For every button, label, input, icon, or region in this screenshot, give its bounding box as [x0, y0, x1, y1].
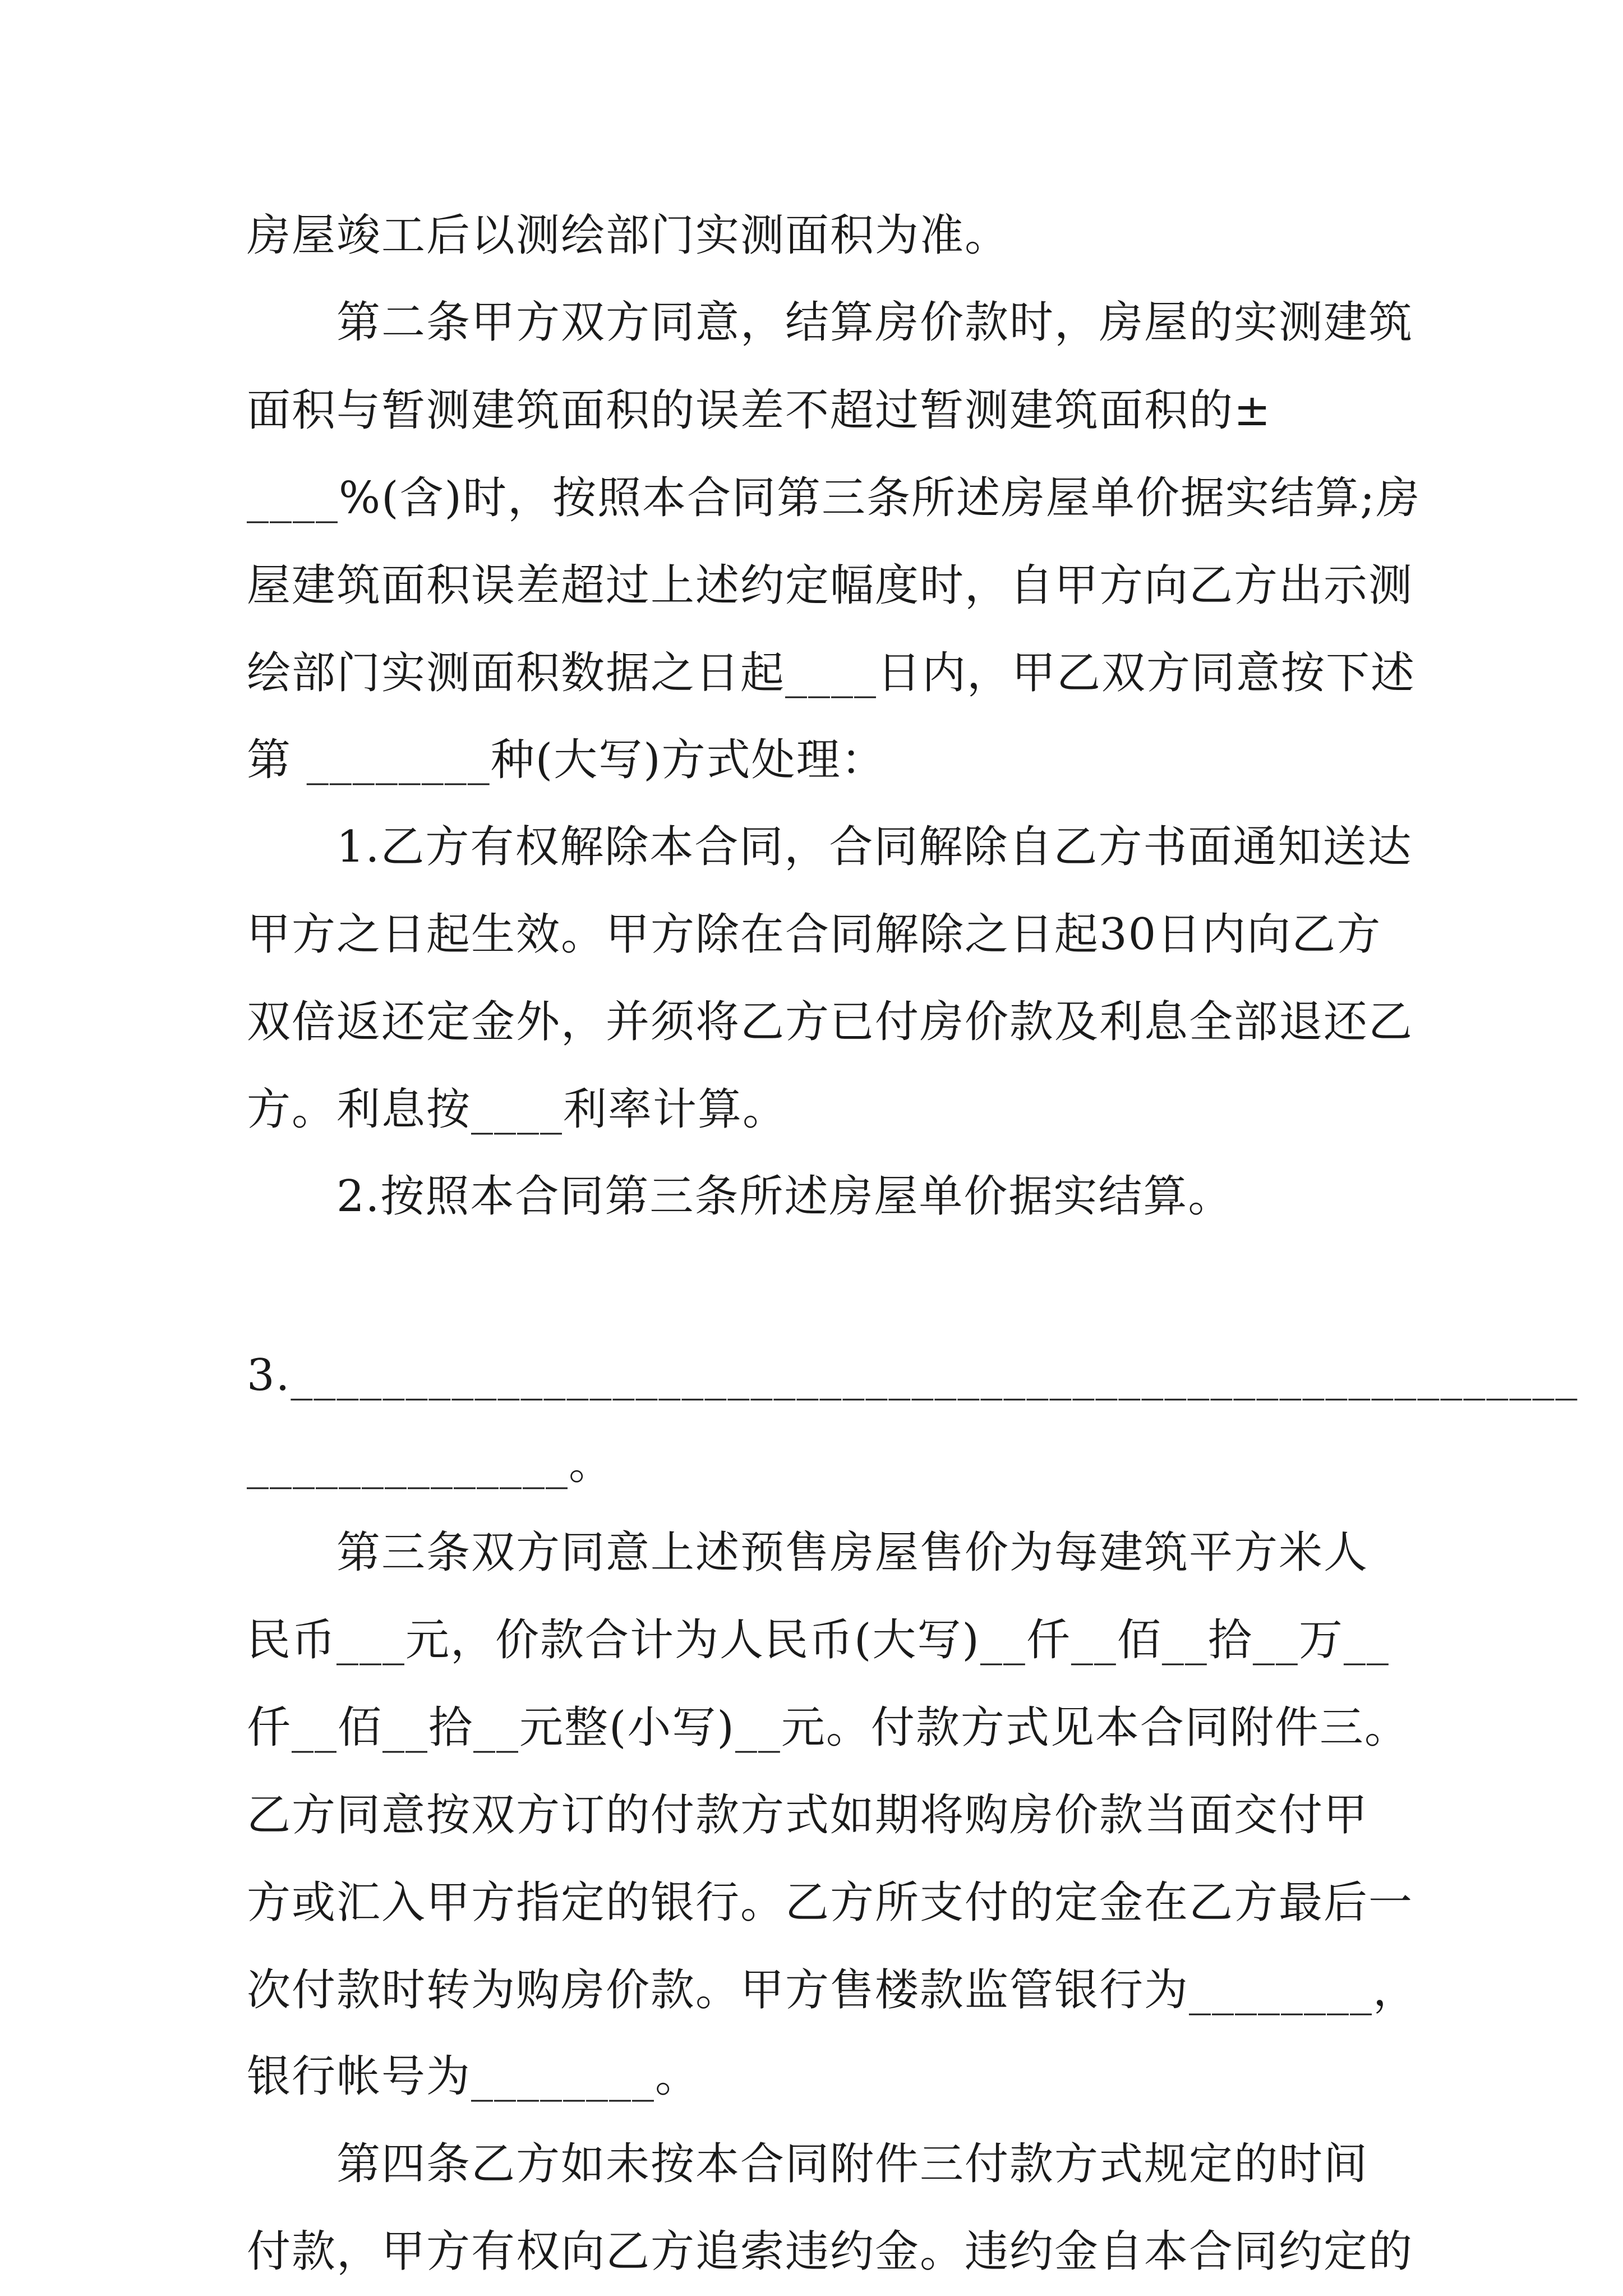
text-line: 屋建筑面积误差超过上述约定幅度时，自甲方向乙方出示测 — [247, 560, 1414, 611]
option-1-line: 1.乙方有权解除本合同，合同解除自乙方书面通知送达 — [336, 822, 1413, 872]
text-line: 面积与暂测建筑面积的误差不超过暂测建筑面积的± — [247, 385, 1272, 436]
article-2-heading-line: 第二条甲方双方同意，结算房价款时，房屋的实测建筑 — [336, 297, 1414, 348]
text-line: ______________。 — [247, 1439, 614, 1489]
text-line: 银行帐号为________。 — [247, 2051, 700, 2102]
text-line: 乙方同意按双方订的付款方式如期将购房价款当面交付甲 — [247, 1790, 1369, 1841]
text-line: 付款，甲方有权向乙方追索违约金。违约金自本合同约定的 — [247, 2226, 1414, 2277]
text-line: 绘部门实测面积数据之日起____日内，甲乙双方同意按下述 — [247, 648, 1416, 698]
text-line: 房屋竣工后以测绘部门实测面积为准。 — [247, 210, 1010, 261]
article-4-heading-line: 第四条乙方如未按本合同附件三付款方式规定的时间 — [336, 2139, 1369, 2189]
option-2-line: 2.按照本合同第三条所述房屋单价据实结算。 — [336, 1171, 1233, 1222]
text-line: 双倍返还定金外，并须将乙方已付房价款及利息全部退还乙 — [247, 997, 1414, 1047]
text-line: 方。利息按____利率计算。 — [247, 1084, 788, 1135]
text-line: 仟__佰__拾__元整(小写)__元。付款方式见本合同附件三。 — [247, 1703, 1409, 1753]
text-line: 第 ________种(大写)方式处理： — [247, 735, 886, 785]
text-line: 方或汇入甲方指定的银行。乙方所支付的定金在乙方最后一 — [247, 1878, 1414, 1928]
text-line: ____%(含)时，按照本合同第三条所述房屋单价据实结算;房 — [247, 473, 1421, 523]
text-line: 民币___元，价款合计为人民币(大写)__仟__佰__拾__万__ — [247, 1615, 1390, 1665]
option-3-line: 3.________________________________________________________ — [247, 1350, 1579, 1401]
text-line: 甲方之日起生效。甲方除在合同解除之日起30日内向乙方 — [247, 909, 1382, 960]
text-line: 次付款时转为购房价款。甲方售楼款监管银行为________， — [247, 1965, 1418, 2016]
article-3-heading-line: 第三条双方同意上述预售房屋售价为每建筑平方米人 — [336, 1527, 1369, 1578]
